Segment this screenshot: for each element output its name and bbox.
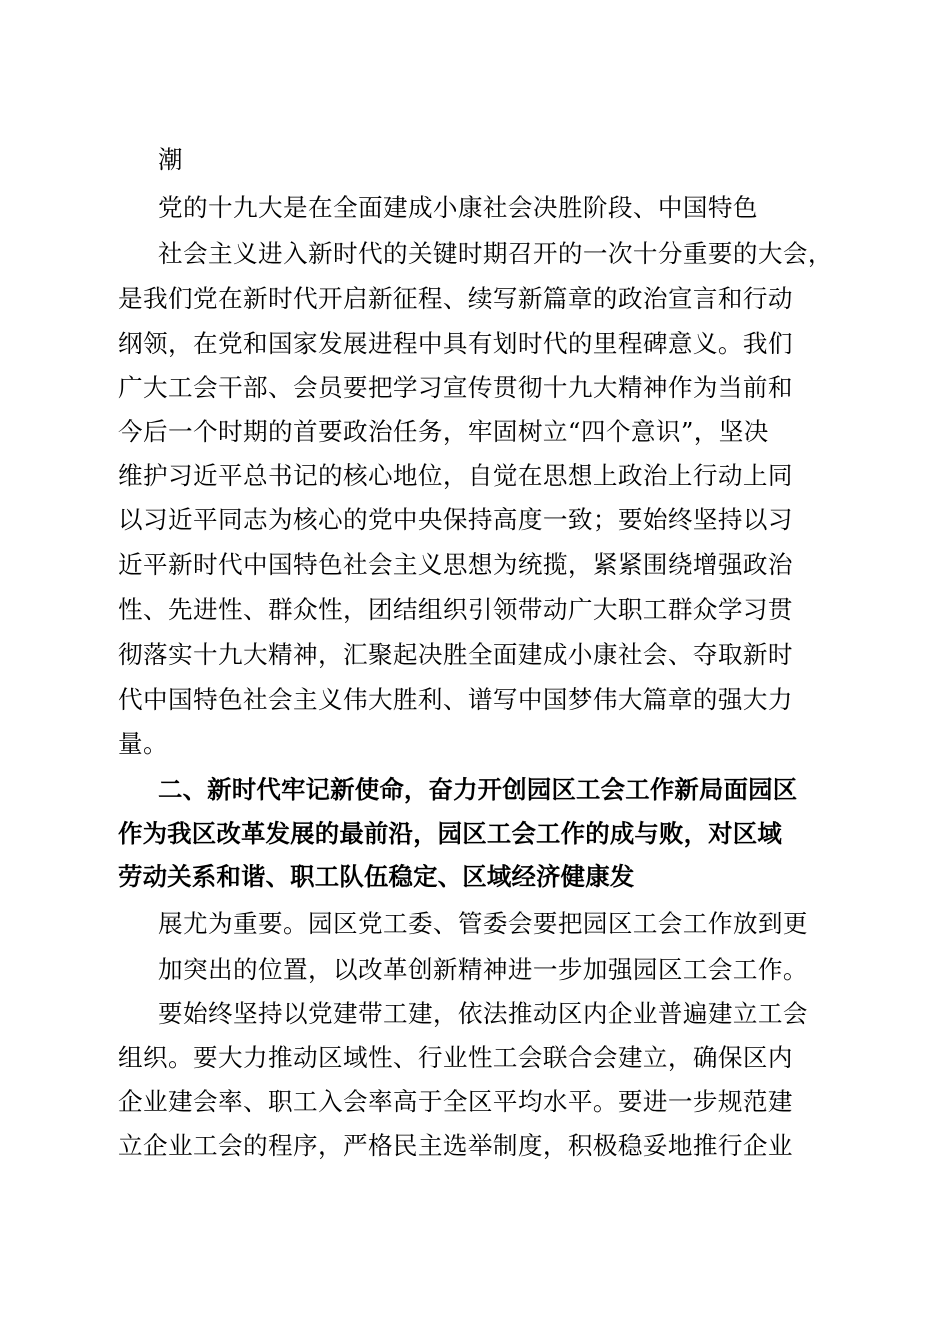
text-line-14: 量。 — [118, 729, 168, 758]
text-line-9: 以习近平同志为核心的党中央保持高度一致；要始终坚持以习 — [118, 505, 793, 534]
text-line-18: 展尤为重要。园区党工委、管委会要把园区工会工作放到更 — [158, 909, 808, 938]
text-line-4: 是我们党在新时代开启新征程、续写新篇章的政治宣言和行动 — [118, 284, 793, 313]
text-line-21: 组织。要大力推动区域性、行业性工会联合会建立，确保区内 — [118, 1043, 793, 1072]
text-line-10: 近平新时代中国特色社会主义思想为统揽，紧紧围绕增强政治 — [118, 550, 793, 579]
text-line-13: 代中国特色社会主义伟大胜利、谱写中国梦伟大篇章的强大力 — [118, 685, 793, 714]
text-line-11: 性、先进性、群众性，团结组织引领带动广大职工群众学习贯 — [118, 595, 793, 624]
text-line-19: 加突出的位置，以改革创新精神进一步加强园区工会工作。 — [158, 955, 808, 984]
text-line-5: 纲领，在党和国家发展进程中具有划时代的里程碑意义。我们 — [118, 329, 793, 358]
text-line-20: 要始终坚持以党建带工建，依法推动区内企业普遍建立工会 — [158, 999, 808, 1028]
section-heading-line-2: 作为我区改革发展的最前沿，园区工会工作的成与败，对区域 — [118, 819, 782, 848]
text-line-2: 党的十九大是在全面建成小康社会决胜阶段、中国特色 — [158, 193, 758, 222]
text-line-1: 潮 — [158, 145, 183, 174]
section-heading-line-3: 劳动关系和谐、职工队伍稳定、区域经济健康发 — [118, 862, 635, 891]
text-line-23: 立企业工会的程序，严格民主选举制度，积极稳妥地推行企业 — [118, 1131, 793, 1160]
text-line-22: 企业建会率、职工入会率高于全区平均水平。要进一步规范建 — [118, 1087, 793, 1116]
text-line-3: 社会主义进入新时代的关键时期召开的一次十分重要的大会， — [158, 239, 833, 268]
section-heading-line-1: 二、新时代牢记新使命，奋力开创园区工会工作新局面园区 — [158, 775, 798, 804]
text-line-6: 广大工会干部、会员要把学习宣传贯彻十九大精神作为当前和 — [118, 373, 793, 402]
text-line-8: 维护习近平总书记的核心地位，自觉在思想上政治上行动上同 — [118, 461, 793, 490]
text-line-12: 彻落实十九大精神，汇聚起决胜全面建成小康社会、夺取新时 — [118, 640, 793, 669]
text-line-7: 今后一个时期的首要政治任务，牢固树立“四个意识”，坚决 — [118, 417, 769, 446]
